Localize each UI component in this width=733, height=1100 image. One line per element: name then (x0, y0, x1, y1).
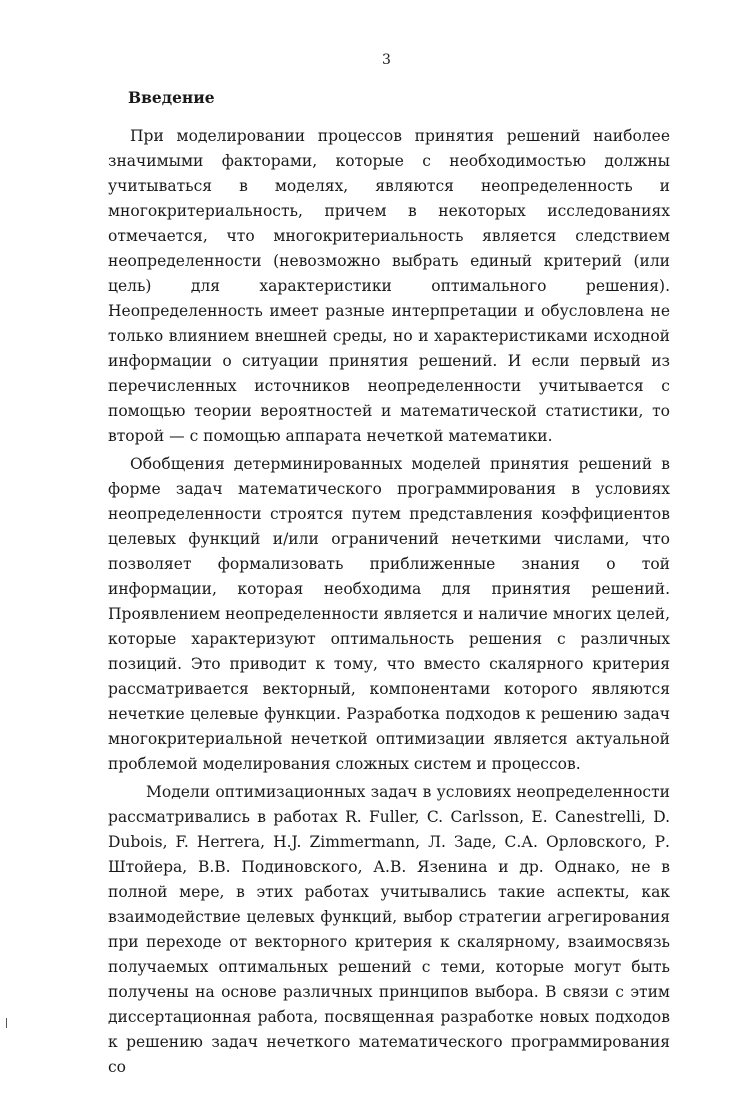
scan-mark (6, 1018, 7, 1028)
page-number: 3 (382, 52, 391, 68)
paragraph: При моделировании процессов принятия решений наиболее значимыми факторами, которые с необходимостью должны учитываться в моделях, являются неопределенность и многокритериальность, причем в некоторых исследованиях отмечается, что многокритериальность является следствием неопределенности (невозможно выбрать единый критерий (или цель) для характеристики оптимального решения). Неопределенность имеет разные интерпретации и обусловлена не только влиянием внешней среды, но и характеристиками исходной информации о ситуации принятия решений. И если первый из перечисленных источников неопределенности учитывается с помощью теории вероятностей и математической статистики, то второй — с помощью аппарата нечеткой математики. (108, 127, 670, 445)
paragraph: Модели оптимизационных задач в условиях неопределенности рассматривались в работах R. Fuller, C. Carlsson, E. Canestrelli, D. Dubois, F. Herrera, H.J. Zimmermann, Л. Заде, С.А. Орловского, Р. Штойера, В.В. Подиновского, А.В. Язенина и др. Однако, не в полной мере, в этих работах учитывались такие аспекты, как взаимодействие целевых функций, выбор стратегии агрегирования при переходе от векторного критерия к скалярному, взаимосвязь получаемых оптимальных решений с теми, которые могут быть получены на основе различных принципов выбора. В связи с этим диссертационная работа, посвященная разработке новых подходов к решению задач нечеткого математического программирования со (108, 783, 670, 1076)
body-text (108, 124, 670, 1083)
paragraph: Обобщения детерминированных моделей принятия решений в форме задач математического программирования в условиях неопределенности строятся путем представления коэффициентов целевых функций и/или ограничений нечеткими числами, что позволяет формализовать приближенные знания о той информации, которая необходима для принятия решений. Проявлением неопределенности является и наличие многих целей, которые характеризуют оптимальность решения с различных позиций. Это приводит к тому, что вместо скалярного критерия рассматривается векторный, компонентами которого являются нечеткие целевые функции. Разработка подходов к решению задач многокритериальной нечеткой оптимизации является актуальной проблемой моделирования сложных систем и процессов. (108, 455, 670, 773)
section-heading: Введение (128, 88, 215, 107)
